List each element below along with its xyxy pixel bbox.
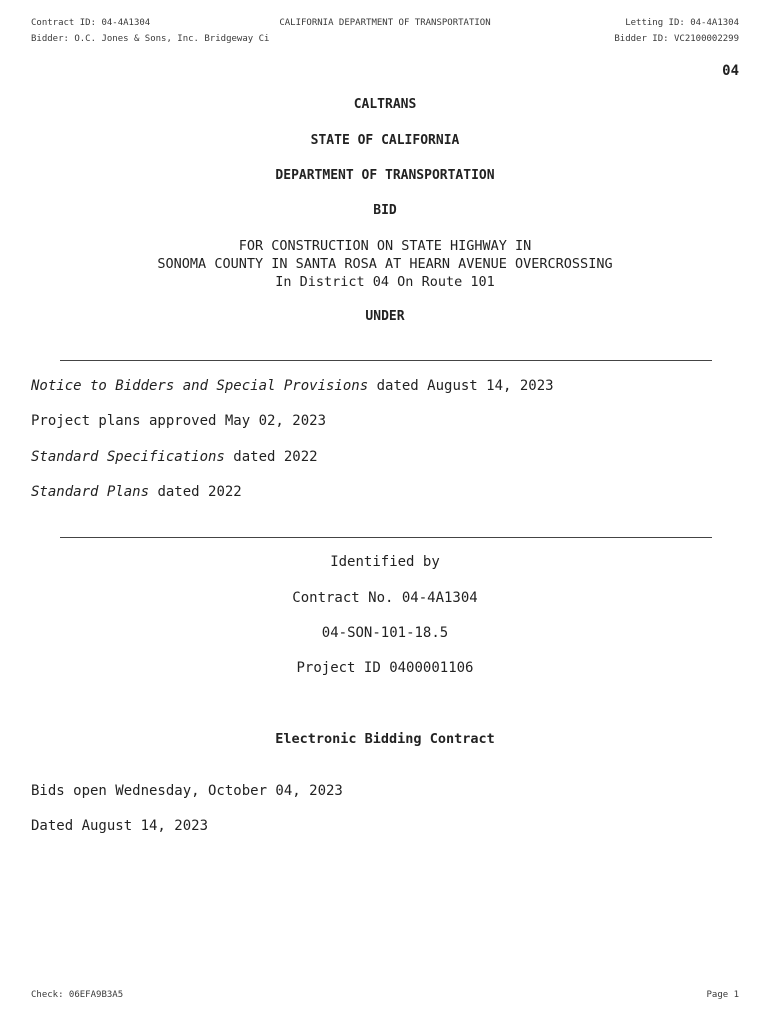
divider-bottom	[60, 537, 712, 538]
notice-date: dated August 14, 2023	[368, 378, 554, 394]
standard-specifications	[31, 449, 318, 465]
title-caltrans: CALTRANS	[353, 97, 417, 112]
contract-id: Contract ID: 04-4A1304	[31, 18, 151, 28]
project-plans: Project plans approved May 02, 2023	[31, 413, 327, 429]
letting-id: Letting ID: 04-4A1304	[625, 18, 739, 28]
identified-by: Identified by	[330, 554, 440, 570]
description-line-1: FOR CONSTRUCTION ON STATE HIGHWAY IN	[238, 238, 532, 254]
title-department: DEPARTMENT OF TRANSPORTATION	[275, 168, 495, 183]
page-number: Page 1	[706, 990, 739, 1000]
description-line-3: In District 04 On Route 101	[275, 274, 495, 290]
standard-plans	[31, 484, 242, 500]
std-plans-title: Standard Plans	[31, 484, 150, 500]
divider-top	[60, 360, 712, 361]
location-code: 04-SON-101-18.5	[321, 625, 449, 641]
title-state: STATE OF CALIFORNIA	[310, 133, 460, 148]
std-plans-date: dated 2022	[149, 484, 242, 500]
check-code: Check: 06EFA9B3A5	[31, 990, 124, 1000]
agency-name: CALIFORNIA DEPARTMENT OF TRANSPORTATION	[279, 18, 491, 28]
title-bid: BID	[373, 203, 397, 218]
dated: Dated August 14, 2023	[31, 818, 209, 834]
project-id: Project ID 0400001106	[296, 660, 474, 676]
notice-to-bidders	[31, 378, 554, 394]
district-code: 04	[722, 63, 739, 79]
bidder-id: Bidder ID: VC2100002299	[614, 34, 739, 44]
bidder-name: Bidder: O.C. Jones & Sons, Inc. Bridgeway Ci	[31, 34, 270, 44]
under-heading: UNDER	[365, 309, 405, 324]
contract-type: Electronic Bidding Contract	[275, 731, 495, 747]
std-specs-title: Standard Specifications	[31, 449, 225, 465]
description-line-2: SONOMA COUNTY IN SANTA ROSA AT HEARN AVENUE OVERCROSSING	[157, 256, 613, 272]
std-specs-date: dated 2022	[224, 449, 318, 465]
contract-number: Contract No. 04-4A1304	[292, 590, 478, 606]
notice-title: Notice to Bidders and Special Provisions	[31, 378, 369, 394]
bids-open: Bids open Wednesday, October 04, 2023	[31, 783, 343, 799]
